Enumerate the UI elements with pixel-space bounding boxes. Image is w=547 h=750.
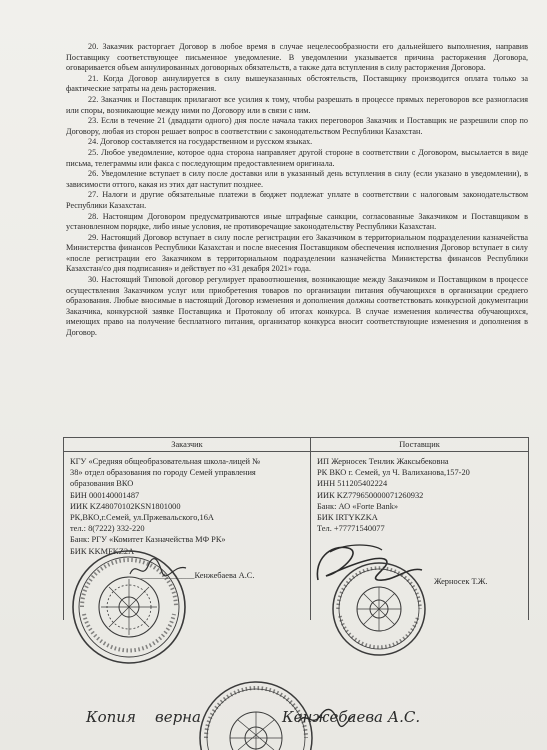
supplier-iik: ИИК KZ779650000071260932 [317,490,424,500]
customer-line: КГУ «Средняя общеобразовательная школа-лицей № [70,457,261,466]
clause-29: 29. Настоящий Договор вступает в силу после регистрации его Заказчиком в территориальном подразделении казначейства Министерства финансов Республики Казахстан и после внесения Поставщиком обеспечения исполнения Договор вступает в силу «после регистрации его Заказчиком в территориальном подразделении казначейства Министерства финансов Республики Казахстан/со дня подписания» и действует по «31 декабря 2021» года. [66,232,528,274]
bottom-signature [296,708,356,730]
clause-22: 22. Заказчик и Поставщик прилагают все усилия к тому, чтобы разрешать в процессе прямых переговоров все разногласия или споры, возникающие между ними по Договору или в связи с ним. [66,94,528,115]
handwritten-note: Копия верна Кенжебаева А.С. [86,708,421,726]
customer-header: Заказчик [64,438,311,452]
supplier-bank: Банк: АО «Forte Bank» [317,501,399,511]
customer-line: 38» отдел образования по городу Семей управления [70,468,256,478]
customer-iik: ИИК KZ48070102KSN1801000 [70,501,181,511]
clause-26: 26. Уведомление вступает в силу после доставки или в указанный день вступления в силу (если указано в уведомлении), в зависимости оттого, какая из этих дат наступит позднее. [66,169,528,189]
clause-20: 20. Заказчик расторгает Договор в любое время в случае нецелесообразности его дальнейшего выполнения, направив Поставщику соответствующее письменное уведомление. В уведомлении указывается причина расторжения Договора, оговаривается объем аннулированных договорных обязательств, а также дата вступления в силу расторжения Договора. [66,42,528,73]
customer-bank: Банк: РГУ «Комитет Казначейства МФ РК» [70,535,226,545]
clause-30: 30. Настоящий Типовой договор регулирует правоотношения, возникающие между Заказчиком и Поставщиком в процессе осуществления Заказчиком услуг или приобретения товаров по организации питания обучающихся в организации среднего образования. Любые вносимые в настоящий Договор изменения и дополнения должны соответствовать конкурсной документации Заказчика, конкурсной заявке Поставщика и Протоколу об итогах конкурса. В случае изменения количества обучающихся, имеющих право на получение бесплатного питания, организатор конкурса вносит соответствующие изменения и дополнения в Договор. [66,275,528,338]
supplier-inn: ИНН 511205402224 [317,479,388,489]
contract-clauses [66,42,528,339]
customer-signature-line: _____________Кенжебаева А.С. [140,571,255,580]
clause-23: 23. Если в течение 21 (двадцати одного) дня после начала таких переговоров Заказчик и Поставщик не разрешили спор по Договору, любая из сторон решает вопрос в соответствии с законодательством Республики Казахстан. [66,116,528,136]
supplier-signature-name: Жерносек Т.Ж. [434,577,488,586]
clause-27: 27. Налоги и другие обязательные платежи в бюджет подлежат уплате в соответствии с налоговым законодательством Республики Казахстан. [66,190,528,210]
supplier-header: Поставщик [311,438,529,452]
customer-signature [128,556,188,582]
clause-28: 28. Настоящим Договором предусматриваются иные штрафные санкции, согласованные Заказчиком и Поставщиком в установленном порядке, либо иные условия, не противоречащие законодательству Республики Казахстан. [66,211,528,232]
clause-21: 21. Когда Договор аннулируется в силу вышеуказанных обстоятельств, Поставщику производится оплата только за фактические затраты на день расторжения. [66,73,528,94]
customer-address: РК,ВКО,г.Семей, ул.Пржевальского,16А [70,513,214,523]
supplier-address: РК ВКО г. Семей, ул Ч. Валиханова,157-20 [317,468,470,478]
customer-bik: БИК KKMFKZ2A [70,546,135,556]
customer-phone: тел.: 8(7222) 332-220 [70,524,145,534]
supplier-stamp [330,560,428,658]
supplier-phone: Тел. +77771540077 [317,524,385,534]
supplier-bik: БИК IRTYKZKA [317,513,378,523]
customer-bin: БИН 000140001487 [70,490,140,500]
clause-25: 25. Любое уведомление, которое одна сторона направляет другой стороне в соответствии с Договором, высылается в виде письма, телеграммы или факса с последующим предоставлением оригинала. [66,147,528,168]
clause-24: 24. Договор составляется на государственном и русском языках. [88,137,313,147]
supplier-line: ИП Жерносек Тенлик Жаксыбековна [317,457,449,466]
customer-line: образования ВКО [70,479,134,489]
